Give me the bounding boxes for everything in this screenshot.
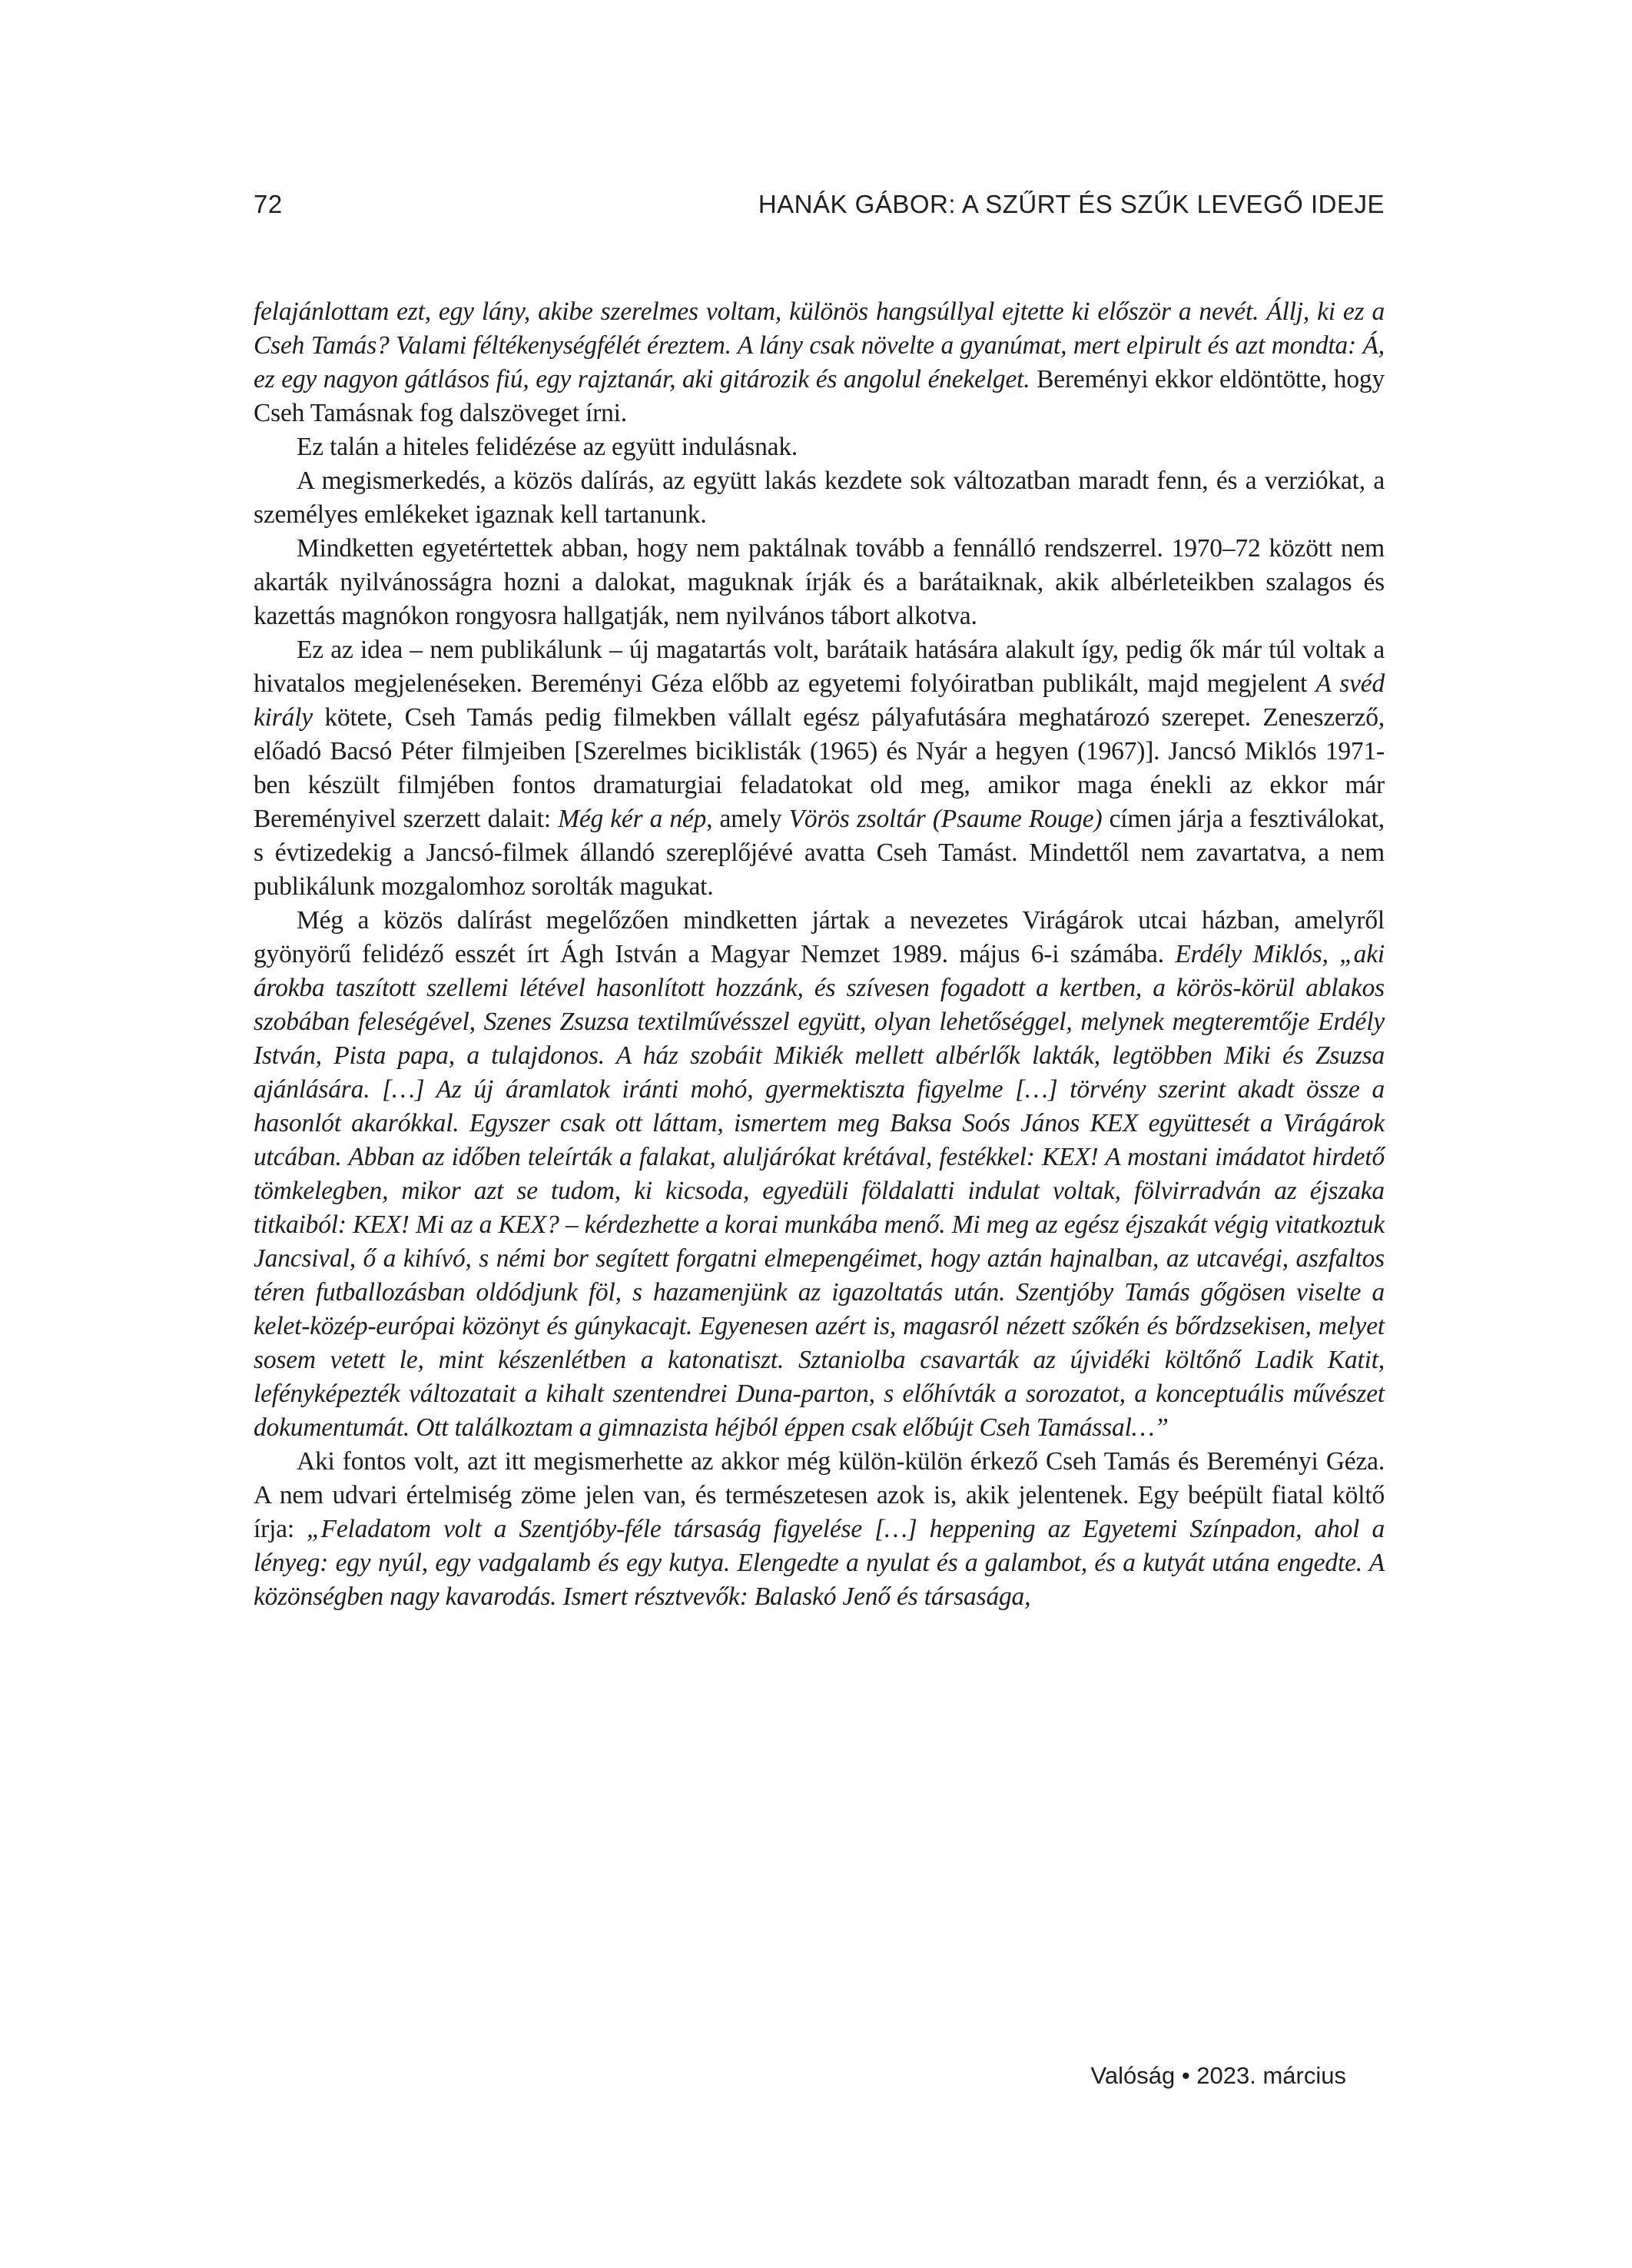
text-run: Ez talán a hiteles felidézése az együtt indulásnak. <box>297 433 798 461</box>
text-run: Még a közös dalírást megelőzően mindketten jártak a nevezetes Virágárok utcai házban, amelyről gyönyörű felidéző esszét írt Ágh István a Magyar Nemzet 1989. május 6-i számába. <box>254 906 1385 968</box>
paragraph <box>254 464 1385 532</box>
italic-text-run: felajánlottam ezt, egy lány, akibe szerelmes voltam, különös hangsúllyal ejtette ki először a nevét. Állj, ki ez a Cseh Tamás? Valami féltékenységfélét éreztem. A lány csak növelte a gyanúmat, mert elpirult és azt mondta: Á, ez egy nagyon gátlásos fiú, egy rajztanár, aki gitározik és angolul énekelget. <box>254 297 1385 393</box>
article-body <box>254 295 1385 1614</box>
text-run: Aki fontos volt, azt itt megismerhette az akkor még külön-külön érkező Cseh Tamás és Bereményi Géza. A nem udvari értelmiség zöme jelen van, és természetesen azok is, akik jelentenek. Egy beépült fiatal költő írja: <box>254 1447 1385 1543</box>
text-run: kötete, Cseh Tamás pedig filmekben vállalt egész pályafutására meghatározó szerepet. Zeneszerző, előadó Bacsó Péter filmjeiben [Szerelmes biciklisták (1965) és Nyár a hegyen (1967)]. Jancsó Miklós 1971-ben készült filmjében fontos dramaturgiai feladatokat old meg, amikor maga énekli az ekkor már Bereményivel szerzett dalait: <box>254 703 1385 833</box>
running-title: HANÁK GÁBOR: A SZŰRT ÉS SZŰK LEVEGŐ IDEJE <box>758 190 1385 218</box>
italic-text-run: A svéd király <box>254 669 1385 732</box>
page-number: 72 <box>254 190 283 218</box>
text-run: , amely <box>706 805 789 833</box>
paragraph <box>254 532 1385 633</box>
page-footer <box>254 2061 1385 2090</box>
text-run: Bereményi ekkor eldöntötte, hogy Cseh Tamásnak fog dalszöveget írni. <box>254 365 1385 427</box>
paragraph <box>254 1445 1385 1614</box>
journal-issue-label: Valóság • 2023. március <box>1090 2062 1346 2089</box>
text-run: Mindketten egyetértettek abban, hogy nem paktálnak tovább a fennálló rendszerrel. 1970–72 között nem akarták nyilvánosságra hozni a dalokat, maguknak írják és a barátaiknak, akik albérleteikben szalagos és kazettás magnókon rongyosra hallgatják, nem nyilvános tábort alkotva. <box>254 534 1385 630</box>
page-header <box>254 189 1385 220</box>
paragraph <box>254 904 1385 1445</box>
text-run: A megismerkedés, a közös dalírás, az együtt lakás kezdete sok változatban maradt fenn, és a verziókat, a személyes emlékeket igaznak kell tartanunk. <box>254 467 1385 529</box>
italic-text-run: Erdély Miklós, „aki árokba taszított szellemi létével hasonlított hozzánk, és szívesen fogadott a kertben, a körös-körül ablakos szobában feleségével, Szenes Zsuzsa textilművésszel együtt, olyan lehetőséggel, melynek megteremtője Erdély István, Pista papa, a tulajdonos. A ház szobáit Mikiék mellett albérlők lakták, legtöbben Miki és Zsuzsa ajánlására. […] Az új áramlatok iránti mohó, gyermektiszta figyelme […] törvény szerint akadt össze a hasonlót akarókkal. Egyszer csak ott láttam, ismertem meg Baksa Soós János KEX együttesét a Virágárok utcában. Abban az időben teleírták a falakat, aluljárókat krétával, festékkel: KEX! A mostani imádatot hirdető tömkelegben, mikor azt se tudom, ki kicsoda, egyedüli földalatti indulat voltak, fölvirradván az éjszaka titkaiból: KEX! Mi az a KEX? – kérdezhette a korai munkába menő. Mi meg az egész éjszakát végig vitatkoztuk Jancsival, ő a kihívó, s némi bor segített forgatni elmepengéimet, hogy aztán hajnalban, az utcavégi, aszfaltos téren futballozásban oldódjunk föl, s hazamenjünk az igazoltatás után. Szentjóby Tamás gőgösen viselte a kelet-közép-európai közönyt és gúnykacajt. Egyenesen azért is, magasról nézett szőkén és bőrdzsekisen, melyet sosem vetett le, mint készenlétben a katonatiszt. Sztaniolba csavarták az újvidéki költőnő Ladik Katit, lefényképezték változatait a kihalt szentendrei Duna-parton, s előhívták a sorozatot, a konceptuális művészet dokumentumát. Ott találkoztam a gimnazista héjból éppen csak előbújt Cseh Tamással…” <box>254 940 1385 1442</box>
paragraph <box>254 430 1385 464</box>
italic-text-run: „Feladatom volt a Szentjóby-féle társaság figyelése […] heppening az Egyetemi Színpadon, ahol a lényeg: egy nyúl, egy vadgalamb és egy kutya. Elengedte a nyulat és a galambot, és a kutyát utána engedte. A közönségben nagy kavarodás. Ismert résztvevők: Balaskó Jenő és társasága, <box>254 1515 1385 1611</box>
text-run: címen járja a fesztiválokat, s évtizedekig a Jancsó-filmek állandó szereplőjévé avatta Cseh Tamást. Mindettől nem zavartatva, a nem publikálunk mozgalomhoz sorolták magukat. <box>254 805 1385 901</box>
page-content <box>254 189 1385 1614</box>
text-run: Ez az idea – nem publikálunk – új magatartás volt, barátaik hatására alakult így, pedig ők már túl voltak a hivatalos megjelenéseken. Bereményi Géza előbb az egyetemi folyóiratban publikált, majd megjelent <box>254 636 1385 698</box>
paragraph <box>254 295 1385 430</box>
italic-text-run: Még kér a nép <box>558 805 707 833</box>
paragraph <box>254 633 1385 904</box>
italic-text-run: Vörös zsoltár (Psaume Rouge) <box>788 805 1103 833</box>
